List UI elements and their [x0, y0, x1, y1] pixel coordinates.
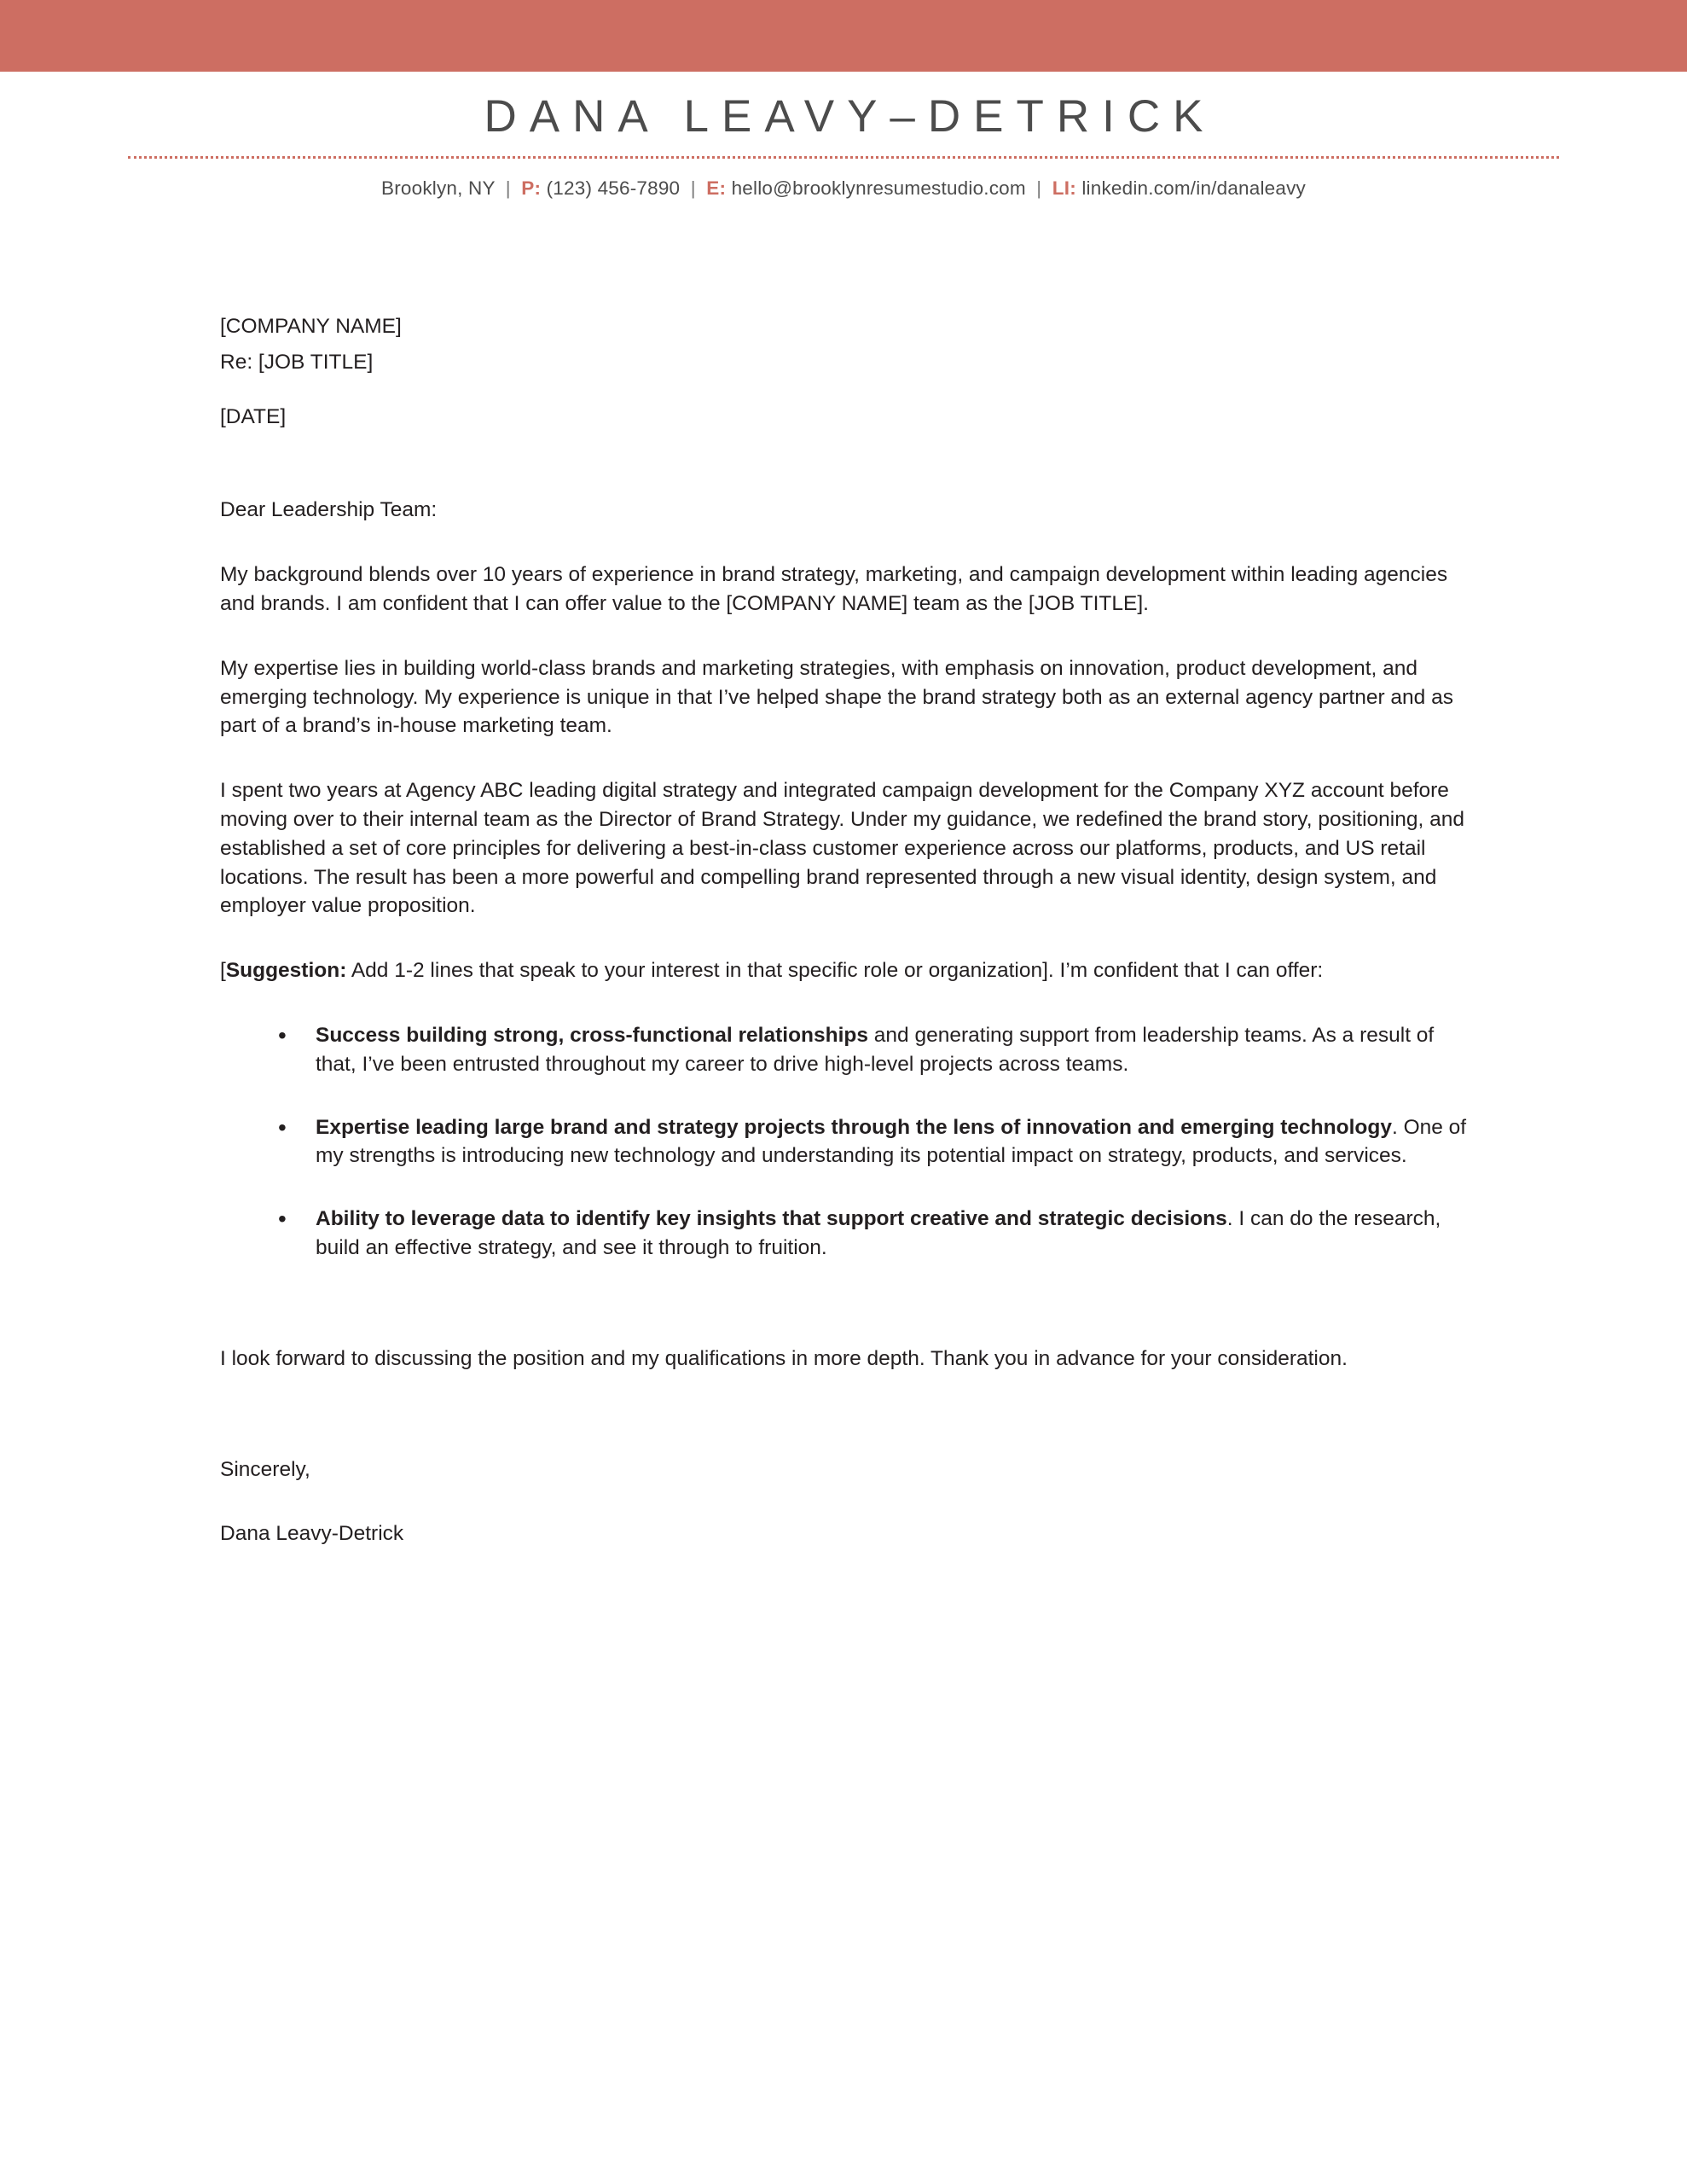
bullet-text-3: . I can do the research, build an effective strategy, and see it through to fruition.: [316, 1207, 1441, 1259]
list-item: [271, 1205, 1472, 1263]
paragraph-1: My background blends over 10 years of experience in brand strategy, marketing, and campaign development within leading agencies and brands. I am confident that I can offer value to the [COMPANY NAME] team as the [JOB TITLE].: [220, 563, 1448, 615]
dotted-divider: [128, 156, 1559, 159]
letterhead: [0, 72, 1687, 200]
phone-label: P:: [521, 177, 542, 199]
spacer-after-date: [220, 431, 1472, 496]
spacer-p2: [220, 741, 1472, 776]
bullet-text-2: . One of my strengths is introducing new technology and understanding its potential impact on strategy, products, and services.: [316, 1115, 1467, 1168]
recipient-block: [220, 312, 1472, 377]
highlights-list: [220, 1021, 1472, 1263]
signature-name: Dana Leavy-Detrick: [220, 1522, 404, 1546]
letter-body: [220, 312, 1472, 1548]
suggestion-open-bracket: [: [220, 959, 226, 983]
job-title-line: Re: [JOB TITLE]: [220, 350, 374, 374]
contact-separator-2: |: [690, 177, 696, 199]
list-item: [271, 1113, 1472, 1171]
spacer-before-signoff: [220, 1374, 1472, 1455]
spacer-p3: [220, 921, 1472, 956]
sign-off: Sincerely,: [220, 1457, 310, 1481]
bullet-lead-1: Success building strong, cross-functional relationships: [316, 1023, 868, 1047]
paragraph-2: My expertise lies in building world-class brands and marketing strategies, with emphasis on innovation, product development, and emerging technology. My experience is unique in that I’ve helped shape the brand strategy both as an external agency partner and as part of a brand’s in-house marketing team.: [220, 656, 1453, 738]
date-line: [DATE]: [220, 404, 287, 428]
closing-paragraph: I look forward to discussing the position and my qualifications in more depth. Thank you in advance for your consideration.: [220, 1346, 1348, 1370]
page-title: DANA LEAVY–DETRICK: [484, 91, 1216, 142]
accent-top-bar: [0, 0, 1687, 72]
bullet-lead-3: Ability to leverage data to identify key insights that support creative and strategic decisions: [316, 1207, 1227, 1231]
contact-phone: (123) 456-7890: [546, 177, 681, 199]
bullet-text-1: and generating support from leadership teams. As a result of that, I’ve been entrusted throughout my career to drive high-level projects across teams.: [316, 1023, 1435, 1076]
spacer-p1: [220, 619, 1472, 654]
contact-line: [0, 177, 1687, 200]
spacer-after-salutation: [220, 525, 1472, 561]
spacer-signature: [220, 1484, 1472, 1519]
salutation: Dear Leadership Team:: [220, 498, 438, 522]
contact-email[interactable]: hello@brooklynresumestudio.com: [731, 177, 1026, 199]
spacer-after-recipient: [220, 377, 1472, 403]
list-item: [271, 1021, 1472, 1079]
contact-linkedin[interactable]: linkedin.com/in/danaleavy: [1081, 177, 1306, 199]
bullet-lead-2: Expertise leading large brand and strategy projects through the lens of innovation and emerging technology: [316, 1115, 1392, 1139]
contact-separator-3: |: [1036, 177, 1042, 199]
email-label: E:: [706, 177, 727, 199]
spacer-after-bullets: [220, 1263, 1472, 1345]
contact-separator-1: |: [505, 177, 511, 199]
suggestion-text: Add 1-2 lines that speak to your interest in that specific role or organization]. I’m confident that I can offer:: [346, 959, 1324, 983]
paragraph-3: I spent two years at Agency ABC leading digital strategy and integrated campaign development for the Company XYZ account before moving over to their internal team as the Director of Brand Strategy. Under my guidance, we redefined the brand story, positioning, and established a set of core principles for delivering a best-in-class customer experience across our platforms, products, and US retail locations. The result has been a more powerful and compelling brand represented through a new visual identity, design system, and employer value proposition.: [220, 779, 1464, 918]
suggestion-paragraph: [220, 956, 1472, 985]
suggestion-label: Suggestion:: [225, 959, 347, 983]
company-name: [COMPANY NAME]: [220, 315, 402, 338]
contact-location: Brooklyn, NY: [381, 177, 496, 199]
spacer-before-bullets: [220, 985, 1472, 1021]
linkedin-label: LI:: [1052, 177, 1076, 199]
